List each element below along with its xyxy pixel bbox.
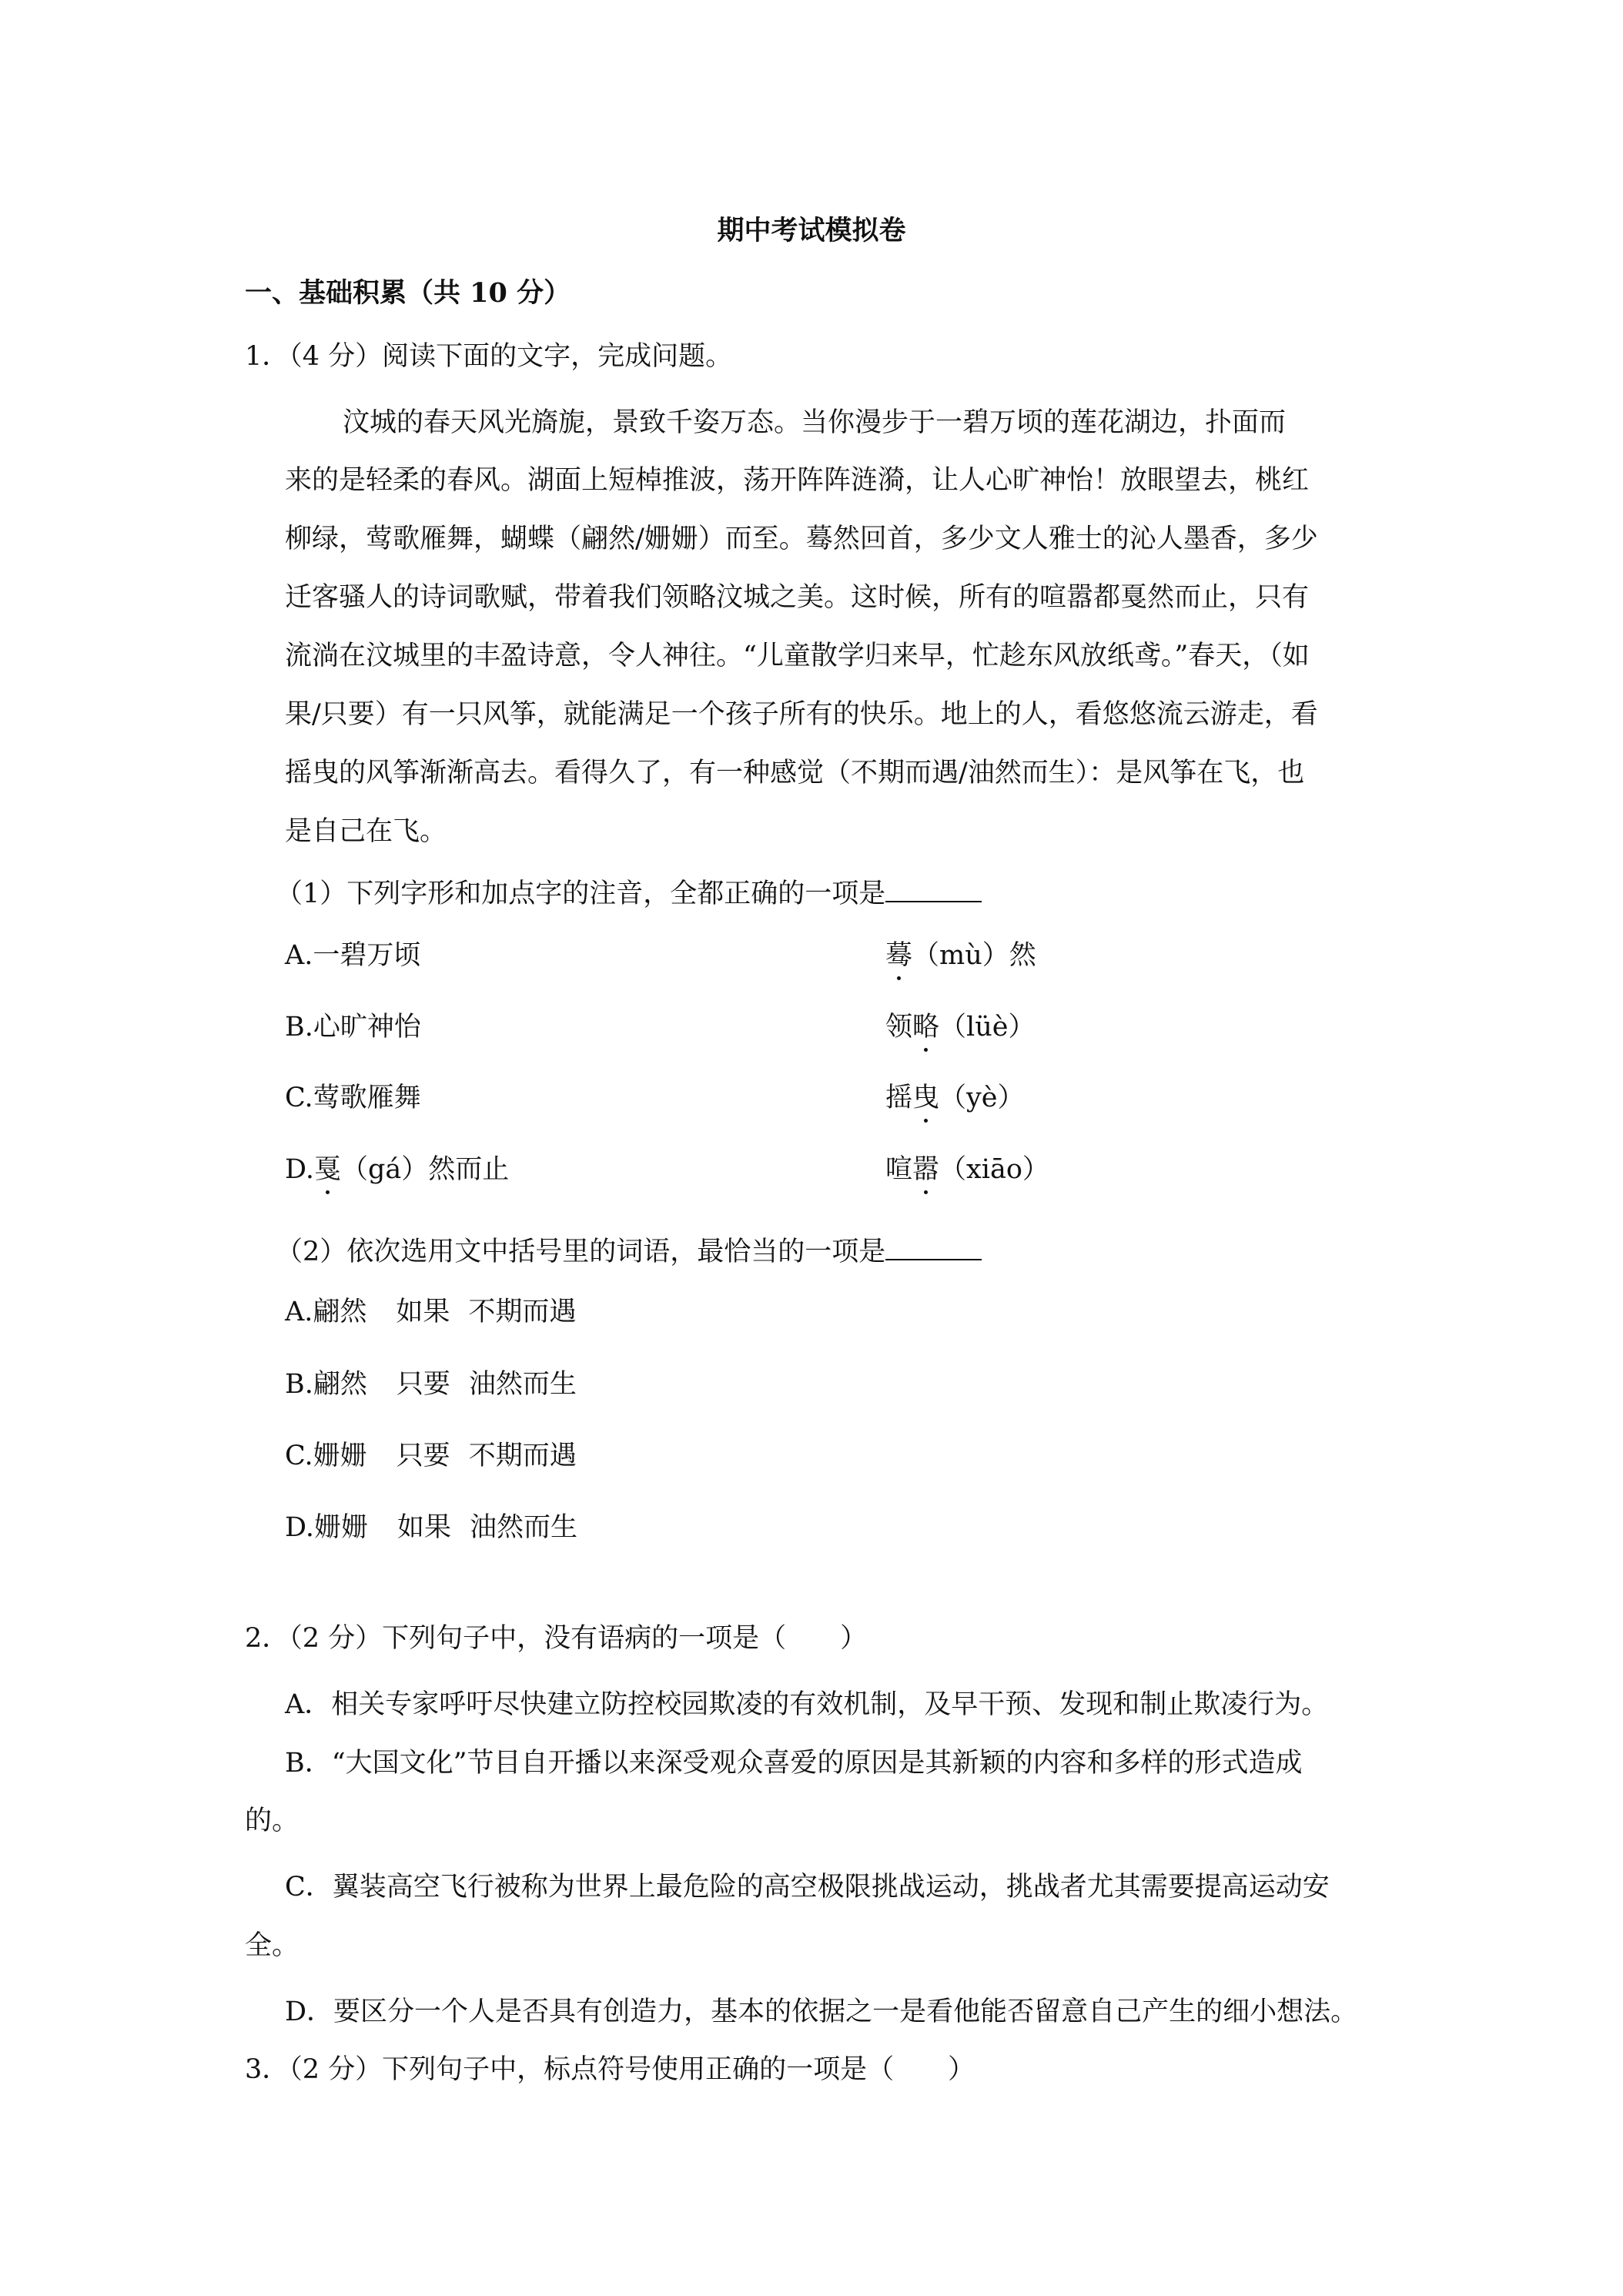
answer-blank	[885, 1233, 982, 1260]
option-d-word: D.戛（gá）然而止	[285, 1154, 509, 1185]
question-2-option-c: C．翼装高空飞行被称为世界上最危险的高空极限挑战运动，挑战者尤其需要提高运动安	[285, 1872, 1330, 1903]
passage-line: 是自己在飞。	[285, 816, 447, 847]
passage-line: 摇曳的风筝渐渐高去。看得久了，有一种感觉（不期而遇/油然而生）：是风筝在飞，也	[285, 758, 1305, 788]
passage-line: 柳绿，莺歌雁舞，蝴蝶（翩然/姗姗）而至。蓦然回首，多少文人雅士的沁人墨香，多少	[285, 524, 1318, 554]
choice-a: A.翩然 如果 不期而遇	[285, 1297, 577, 1327]
option-a-word: A.一碧万顷	[285, 940, 421, 971]
question-2-option-a: A．相关专家呼吁尽快建立防控校园欺凌的有效机制，及早干预、发现和制止欺凌行为。	[285, 1689, 1329, 1720]
question-2-option-c-cont: 全。	[245, 1930, 300, 1961]
choice-d: D.姗姗 如果 油然而生	[285, 1512, 577, 1543]
passage-line: 果/只要）有一只风筝，就能满足一个孩子所有的快乐。地上的人，看悠悠流云游走，看	[285, 699, 1318, 730]
option-b-word: B.心旷神怡	[285, 1012, 421, 1043]
answer-blank	[885, 875, 982, 902]
option-c-word: C.莺歌雁舞	[285, 1083, 421, 1113]
page-title: 期中考试模拟卷	[717, 215, 906, 246]
option-a-pinyin: 蓦（mù）然	[885, 937, 1036, 974]
sub-question-2-stem	[276, 1233, 982, 1270]
sub-question-2-text: （2）依次选用文中括号里的词语，最恰当的一项是	[276, 1237, 886, 1267]
question-2-option-d: D．要区分一个人是否具有创造力，基本的依据之一是看他能否留意自己产生的细小想法。	[285, 1996, 1358, 2027]
question-3-stem: 3．（2 分）下列句子中，标点符号使用正确的一项是（ ）	[245, 2054, 975, 2085]
option-c	[285, 1079, 1363, 1116]
passage-line: 来的是轻柔的春风。湖面上短棹推波，荡开阵阵涟漪，让人心旷神怡！放眼望去，桃红	[285, 465, 1310, 496]
passage-line: 迁客骚人的诗词歌赋，带着我们领略汶城之美。这时候，所有的喧嚣都戛然而止，只有	[285, 582, 1310, 613]
dotted-char: 蓦	[885, 937, 912, 974]
dotted-char: 略	[912, 1009, 939, 1046]
option-c-pinyin: 摇曳（yè）	[885, 1079, 1025, 1116]
option-d	[285, 1151, 1363, 1188]
dotted-char: 曳	[912, 1079, 939, 1116]
question-2-option-b: B．“大国文化”节目自开播以来深受观众喜爱的原因是其新颖的内容和多样的形式造成	[285, 1748, 1303, 1779]
passage-line: 流淌在汶城里的丰盈诗意，令人神往。“儿童散学归来早，忙趁东风放纸鸢。”春天，（如	[285, 641, 1310, 671]
choice-c: C.姗姗 只要 不期而遇	[285, 1441, 577, 1471]
choice-b: B.翩然 只要 油然而生	[285, 1369, 577, 1400]
section-heading: 一、基础积累（共 10 分）	[245, 277, 571, 309]
option-a	[285, 937, 1363, 974]
passage-line: 汶城的春天风光旖旎，景致千姿万态。当你漫步于一碧万顷的莲花湖边，扑面而	[343, 407, 1287, 438]
question-2-option-b-cont: 的。	[245, 1806, 300, 1836]
sub-question-1-stem	[276, 875, 982, 912]
dotted-char: 戛	[314, 1151, 341, 1188]
question-2-stem: 2．（2 分）下列句子中，没有语病的一项是（ ）	[245, 1623, 868, 1654]
sub-question-1-text: （1）下列字形和加点字的注音，全都正确的一项是	[276, 879, 886, 909]
option-b	[285, 1009, 1363, 1046]
option-d-pinyin: 喧嚣（xiāo）	[885, 1151, 1049, 1188]
question-1-stem: 1．（4 分）阅读下面的文字，完成问题。	[245, 341, 733, 372]
option-b-pinyin: 领略（lüè）	[885, 1009, 1035, 1046]
dotted-char: 嚣	[912, 1151, 939, 1188]
